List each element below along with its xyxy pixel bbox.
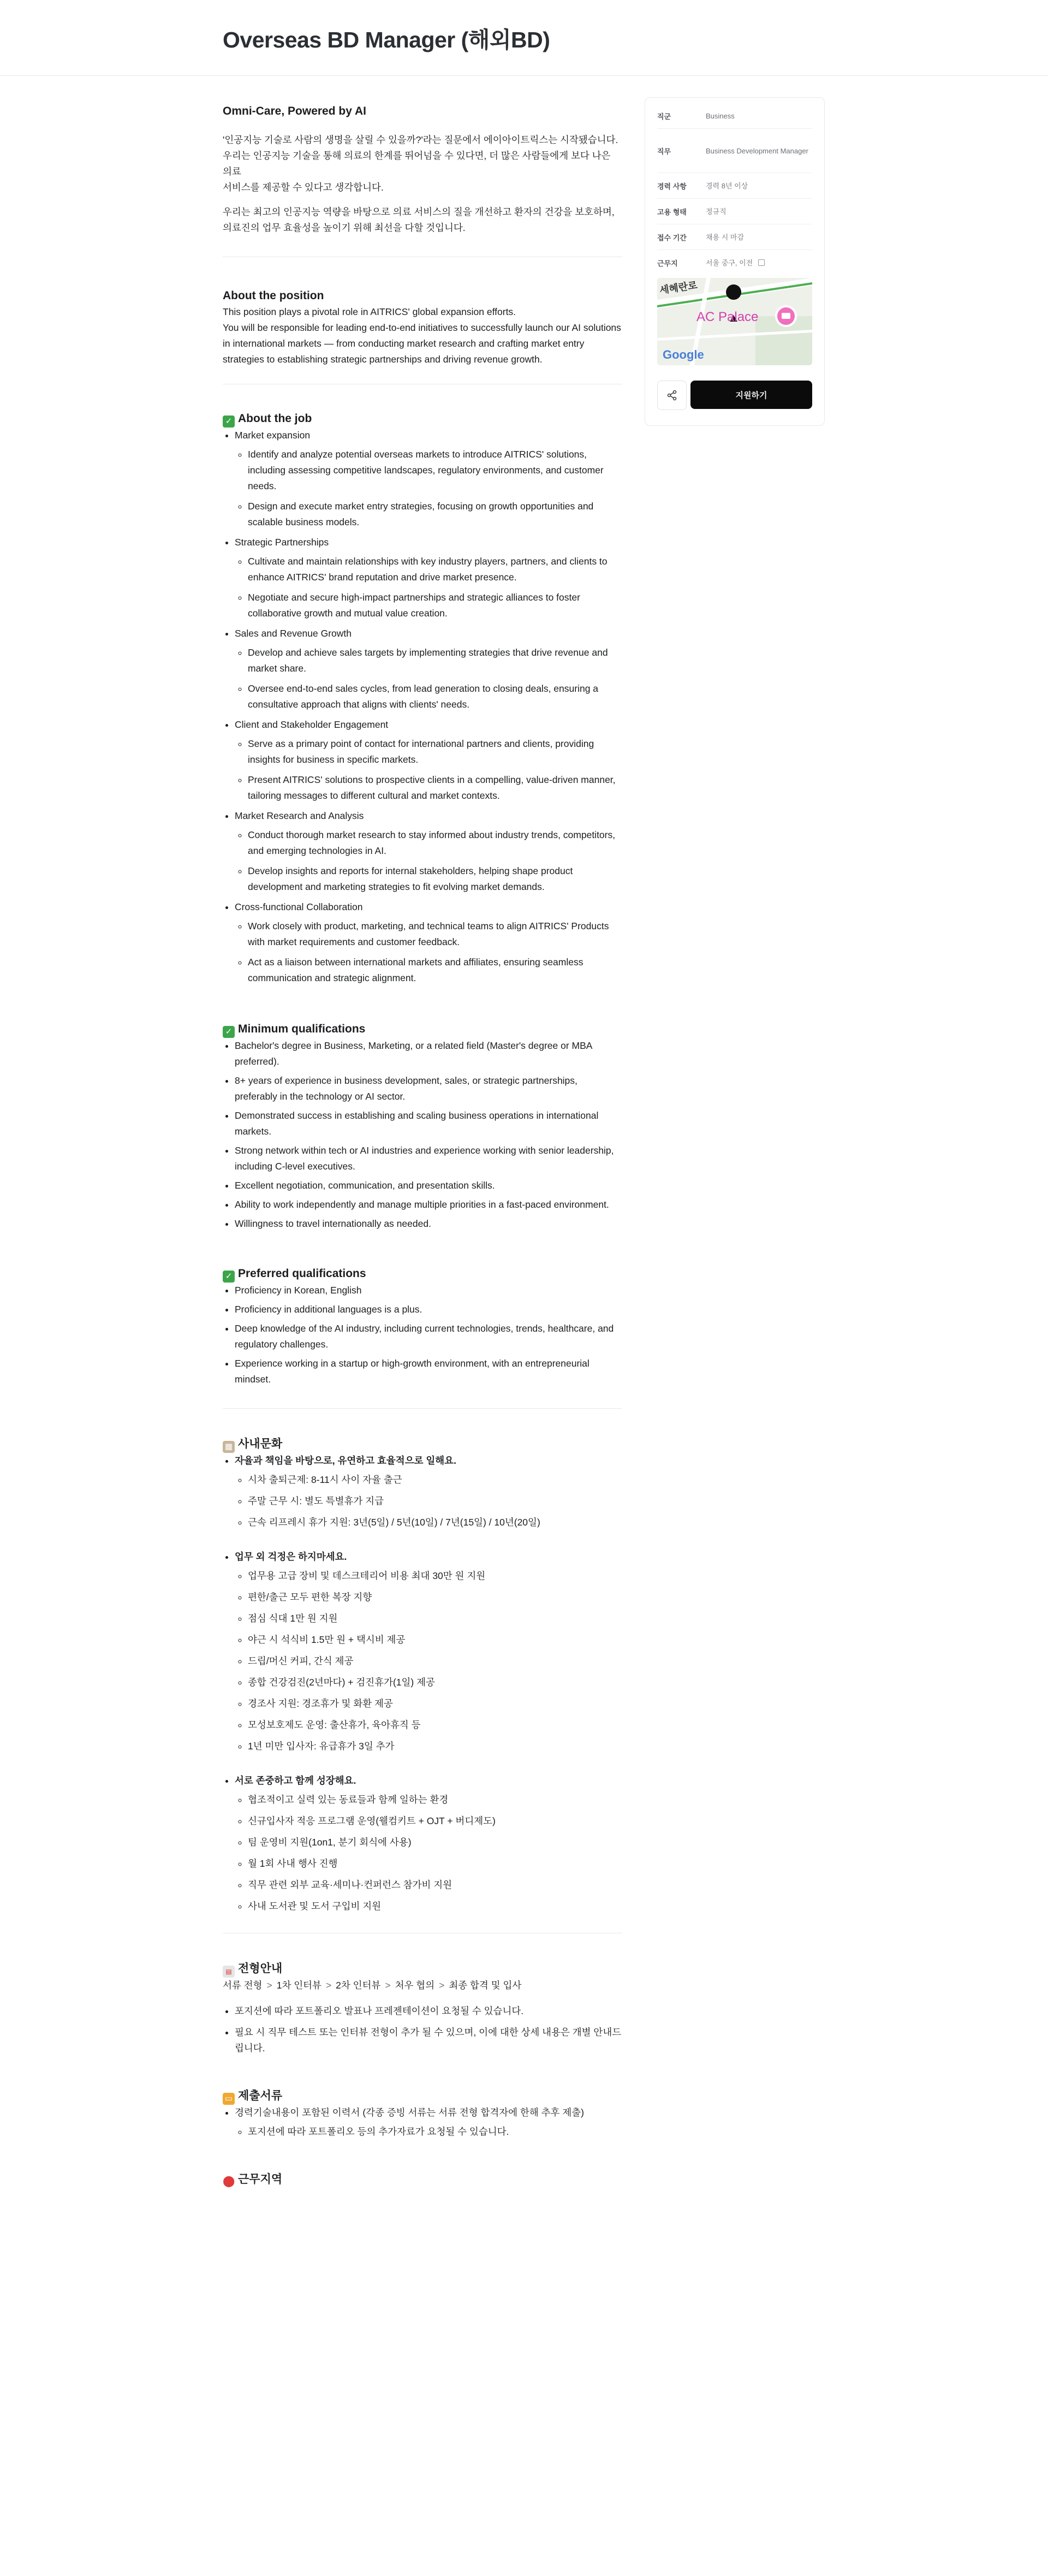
chevron-right-icon: > — [385, 1980, 391, 1991]
info-value: Business Development Manager — [706, 146, 808, 155]
job-item: ◦ Develop insights and reports for internal stakeholders, helping shape product development and marketing strategies to fit evolving market demands. — [248, 863, 622, 895]
culture-heading-text: 사내문화 — [238, 1438, 283, 1450]
info-key: 경력 사항 — [657, 182, 687, 191]
process-step: 최종 합격 및 입사 — [449, 1980, 522, 1991]
culture-item: ◦ 팀 운영비 지원(1on1, 분기 회식에 사용) — [248, 1835, 622, 1850]
job-group-title: Sales and Revenue Growth — [235, 628, 352, 639]
check-icon: ✓ — [223, 1271, 235, 1283]
preferred-heading-text: Preferred qualifications — [238, 1267, 366, 1280]
info-value — [706, 257, 812, 269]
culture-item: ◦ 근속 리프레시 휴가 지원: 3년(5일) / 5년(10일) / 7년(15일) / 10년(20일) — [248, 1515, 622, 1530]
page-header — [0, 0, 1048, 76]
preferred-heading — [223, 1266, 622, 1283]
job-group — [235, 808, 622, 895]
info-row-experience — [657, 173, 812, 199]
process-heading-text: 전형안내 — [238, 1962, 283, 1975]
documents-heading-text: 제출서류 — [238, 2090, 283, 2102]
preferred-item: • Proficiency in Korean, English — [235, 1283, 622, 1298]
job-item: ◦ Present AITRICS' solutions to prospective clients in a compelling, value-driven manner, tailoring messages to different cultural and market contexts. — [248, 772, 622, 804]
culture-item: ◦ 편한/출근 모두 편한 복장 지향 — [248, 1589, 622, 1605]
culture-item: ◦ 직무 관련 외부 교육·세미나·컨퍼런스 참가비 지원 — [248, 1877, 622, 1893]
job-item: ◦ Negotiate and secure high-impact partnerships and strategic alliances to foster collaborative growth and mutual value creation. — [248, 590, 622, 621]
info-row-location — [657, 250, 812, 275]
preferred-item: • Deep knowledge of the AI industry, including current technologies, trends, healthcare, and regulatory challenges. — [235, 1321, 622, 1352]
job-item: ◦ Serve as a primary point of contact for international partners and clients, providing insights for business in specific markets. — [248, 736, 622, 768]
culture-item: ◦ 종합 건강검진(2년마다) + 검진휴가(1일) 제공 — [248, 1675, 622, 1690]
culture-item: ◦ 월 1회 사내 행사 진행 — [248, 1856, 622, 1872]
map-place-label: AC Palace — [696, 310, 759, 324]
culture-group-title: 자율과 책임을 바탕으로, 유연하고 효율적으로 일해요. — [235, 1455, 456, 1466]
documents-item — [235, 2105, 622, 2140]
culture-group — [235, 1453, 622, 1530]
divider — [223, 1408, 622, 1409]
info-key: 접수 기간 — [657, 233, 687, 242]
job-group-title: Cross-functional Collaboration — [235, 901, 363, 912]
pin-icon: ⬤ — [223, 2175, 235, 2187]
chevron-right-icon: > — [439, 1980, 445, 1991]
minimum-item: • Demonstrated success in establishing and scaling business operations in international markets. — [235, 1108, 622, 1139]
job-group — [235, 899, 622, 986]
job-item: ◦ Develop and achieve sales targets by implementing strategies that drive revenue and market share. — [248, 645, 622, 676]
culture-group — [235, 1549, 622, 1754]
culture-list — [223, 1453, 622, 1914]
minimum-item: • Willingness to travel internationally as needed. — [235, 1216, 622, 1232]
process-steps — [223, 1978, 622, 1993]
process-step: 2차 인터뷰 — [336, 1980, 381, 1991]
job-group — [235, 717, 622, 804]
documents-item-text: 경력기술내용이 포함된 이력서 (각종 증빙 서류는 서류 전형 합격자에 한해 추후 제출) — [235, 2107, 584, 2118]
job-item: ◦ Work closely with product, marketing, and technical teams to align AITRICS' Products with market requirements and customer feedback. — [248, 918, 622, 950]
intro-line: 우리는 최고의 인공지능 역량을 바탕으로 의료 서비스의 질을 개선하고 환자의 건강을 보호하며, — [223, 206, 615, 217]
process-heading — [223, 1961, 622, 1978]
culture-item: ◦ 시차 출퇴근제: 8-11시 사이 자율 출근 — [248, 1472, 622, 1488]
minimum-item: • Ability to work independently and manage multiple priorities in a fast-paced environment. — [235, 1197, 622, 1213]
preferred-item: • Experience working in a startup or high-growth environment, with an entrepreneurial mindset. — [235, 1356, 622, 1387]
job-item: ◦ Conduct thorough market research to stay informed about industry trends, competitors, and emerging technologies in AI. — [248, 827, 622, 859]
process-step: 1차 인터뷰 — [276, 1980, 321, 1991]
job-item: ◦ Identify and analyze potential overseas markets to introduce AITRICS' solutions, including assessing competitive landscapes, regulatory environments, and customer needs. — [248, 447, 622, 494]
culture-sublist — [235, 1472, 622, 1530]
map-brand: Google — [663, 348, 704, 361]
intro-line: 서비스를 제공할 수 있다고 생각합니다. — [223, 182, 384, 193]
chevron-right-icon: > — [266, 1980, 272, 1991]
minimum-item: • Bachelor's degree in Business, Marketing, or a related field (Master's degree or MBA preferred). — [235, 1038, 622, 1070]
intro-line: 의료진의 업무 효율성을 높이기 위해 최선을 다할 것입니다. — [223, 222, 466, 233]
share-icon — [666, 390, 677, 401]
process-notes — [223, 2003, 622, 2056]
location-heading-text: 근무지역 — [238, 2173, 283, 2186]
culture-item: ◦ 주말 근무 시: 별도 특별휴가 지급 — [248, 1493, 622, 1509]
documents-heading — [223, 2088, 622, 2105]
info-value: 정규직 — [706, 207, 727, 216]
culture-item: ◦ 경조사 지원: 경조휴가 및 화환 제공 — [248, 1696, 622, 1712]
culture-group-title: 업무 외 걱정은 하지마세요. — [235, 1551, 347, 1562]
job-group-title: Strategic Partnerships — [235, 537, 329, 548]
copy-icon[interactable] — [758, 259, 765, 266]
minimum-item: • Strong network within tech or AI industries and experience working with senior leadership, including C-level executives. — [235, 1143, 622, 1174]
culture-item: ◦ 1년 미만 입사자: 유급휴가 3일 추가 — [248, 1738, 622, 1754]
job-group — [235, 428, 622, 530]
job-sublist — [235, 447, 622, 530]
process-note: • 포지션에 따라 포트폴리오 발표나 프레젠테이션이 요청될 수 있습니다. — [235, 2003, 622, 2019]
process-step: 처우 협의 — [395, 1980, 435, 1991]
job-sublist — [235, 736, 622, 804]
job-group-title: Market expansion — [235, 430, 311, 441]
job-sublist — [235, 827, 622, 895]
intro-line: '인공지능 기술로 사람의 생명을 살릴 수 있을까?'라는 질문에서 에이아이트릭스는 시작됐습니다. — [223, 134, 618, 145]
position-text — [223, 304, 622, 367]
job-list — [223, 428, 622, 986]
check-icon: ✓ — [223, 1026, 235, 1038]
info-row-role — [657, 129, 812, 173]
job-group-title: Client and Stakeholder Engagement — [235, 719, 389, 730]
preferred-item: • Proficiency in additional languages is a plus. — [235, 1302, 622, 1317]
info-key: 근무지 — [657, 259, 678, 268]
culture-sublist — [235, 1568, 622, 1754]
calendar-icon: ▤ — [223, 1966, 235, 1978]
building-icon: ▦ — [223, 1441, 235, 1453]
minimum-heading — [223, 1021, 622, 1038]
job-item: ◦ Oversee end-to-end sales cycles, from lead generation to closing deals, ensuring a consultative approach that aligns with clients' needs. — [248, 681, 622, 713]
job-item: ◦ Act as a liaison between international markets and affiliates, ensuring seamless communication and strategic alignment. — [248, 954, 622, 986]
intro-line: 우리는 인공지능 기술을 통해 의료의 한계를 뛰어넘을 수 있다면, 더 많은 사람들에게 보다 나은 의료 — [223, 150, 611, 177]
job-description — [223, 104, 622, 2188]
culture-item: ◦ 드립/머신 커피, 간식 제공 — [248, 1653, 622, 1669]
job-sublist — [235, 645, 622, 713]
culture-item: ◦ 사내 도서관 및 도서 구입비 지원 — [248, 1898, 622, 1914]
job-heading-text: About the job — [238, 412, 312, 425]
culture-item: ◦ 신규입사자 적응 프로그램 운영(웰컴키트 + OJT + 버디제도) — [248, 1813, 622, 1829]
documents-subitem: ◦ 포지션에 따라 포트폴리오 등의 추가자료가 요청될 수 있습니다. — [248, 2124, 622, 2140]
info-key: 직무 — [657, 147, 671, 156]
preferred-list — [223, 1283, 622, 1387]
documents-list — [223, 2105, 622, 2140]
job-item: ◦ Design and execute market entry strategies, focusing on growth opportunities and scalable business models. — [248, 498, 622, 530]
job-sublist — [235, 918, 622, 986]
position-line: You will be responsible for leading end-to-end initiatives to successfully launch our AI solutions in international markets — from conducting market research and crafting market entry strategies to establishing strategic partnerships and driving revenue growth. — [223, 322, 621, 365]
info-value: 경력 8년 이상 — [706, 181, 748, 190]
info-row-category — [657, 103, 812, 129]
job-group — [235, 535, 622, 621]
check-icon: ✓ — [223, 416, 235, 428]
intro-paragraph — [223, 204, 622, 236]
location-heading — [223, 2171, 622, 2188]
minimum-list — [223, 1038, 622, 1232]
job-group-title: Market Research and Analysis — [235, 810, 364, 821]
culture-heading — [223, 1436, 622, 1453]
info-value: Business — [706, 111, 735, 120]
job-sublist — [235, 554, 622, 621]
intro-paragraph — [223, 132, 622, 195]
culture-group-title: 서로 존중하고 함께 성장해요. — [235, 1775, 356, 1786]
position-line: This position plays a pivotal role in AITRICS' global expansion efforts. — [223, 306, 516, 317]
culture-group — [235, 1773, 622, 1914]
minimum-item: • 8+ years of experience in business development, sales, or strategic partnerships, preferably in the technology or AI sector. — [235, 1073, 622, 1105]
apply-button[interactable]: 지원하기 — [690, 381, 812, 409]
share-button[interactable] — [657, 381, 687, 410]
info-row-employment — [657, 199, 812, 224]
position-heading: About the position — [223, 289, 324, 302]
job-group — [235, 626, 622, 713]
culture-item: ◦ 모성보호제도 운영: 출산휴가, 육아휴직 등 — [248, 1717, 622, 1733]
culture-item: ◦ 업무용 고급 장비 및 데스크테리어 비용 최대 30만 원 지원 — [248, 1568, 622, 1584]
chevron-right-icon: > — [325, 1980, 332, 1991]
info-row-deadline — [657, 224, 812, 250]
culture-item: ◦ 협조적이고 실력 있는 동료들과 함께 일하는 환경 — [248, 1792, 622, 1808]
minimum-item: • Excellent negotiation, communication, and presentation skills. — [235, 1178, 622, 1194]
intro-heading: Omni-Care, Powered by AI — [223, 105, 366, 117]
culture-item: ◦ 점심 식대 1만 원 지원 — [248, 1611, 622, 1627]
info-key: 고용 형태 — [657, 207, 687, 216]
job-item: ◦ Cultivate and maintain relationships with key industry players, partners, and clients to enhance AITRICS' brand reputation and drive market presence. — [248, 554, 622, 585]
process-note: • 필요 시 직무 테스트 또는 인터뷰 전형이 추가 될 수 있으며, 이에 대한 상세 내용은 개별 안내드립니다. — [235, 2025, 622, 2056]
culture-sublist — [235, 1792, 622, 1914]
job-summary-card — [645, 97, 825, 426]
map-road-label: 세혜란로 — [659, 280, 698, 296]
folder-icon: ▭ — [223, 2093, 235, 2105]
info-key: 직군 — [657, 112, 671, 121]
info-value: 채용 시 마감 — [706, 233, 745, 241]
minimum-heading-text: Minimum qualifications — [238, 1023, 366, 1035]
content-fade — [223, 2325, 622, 2347]
culture-item: ◦ 야근 시 석식비 1.5만 원 + 택시비 제공 — [248, 1632, 622, 1648]
page-title: Overseas BD Manager (해외BD) — [223, 27, 550, 52]
location-map[interactable] — [657, 278, 812, 365]
info-value-text: 서울 중구, 이전 — [706, 258, 753, 267]
process-step: 서류 전형 — [223, 1980, 263, 1991]
job-heading — [223, 411, 622, 428]
